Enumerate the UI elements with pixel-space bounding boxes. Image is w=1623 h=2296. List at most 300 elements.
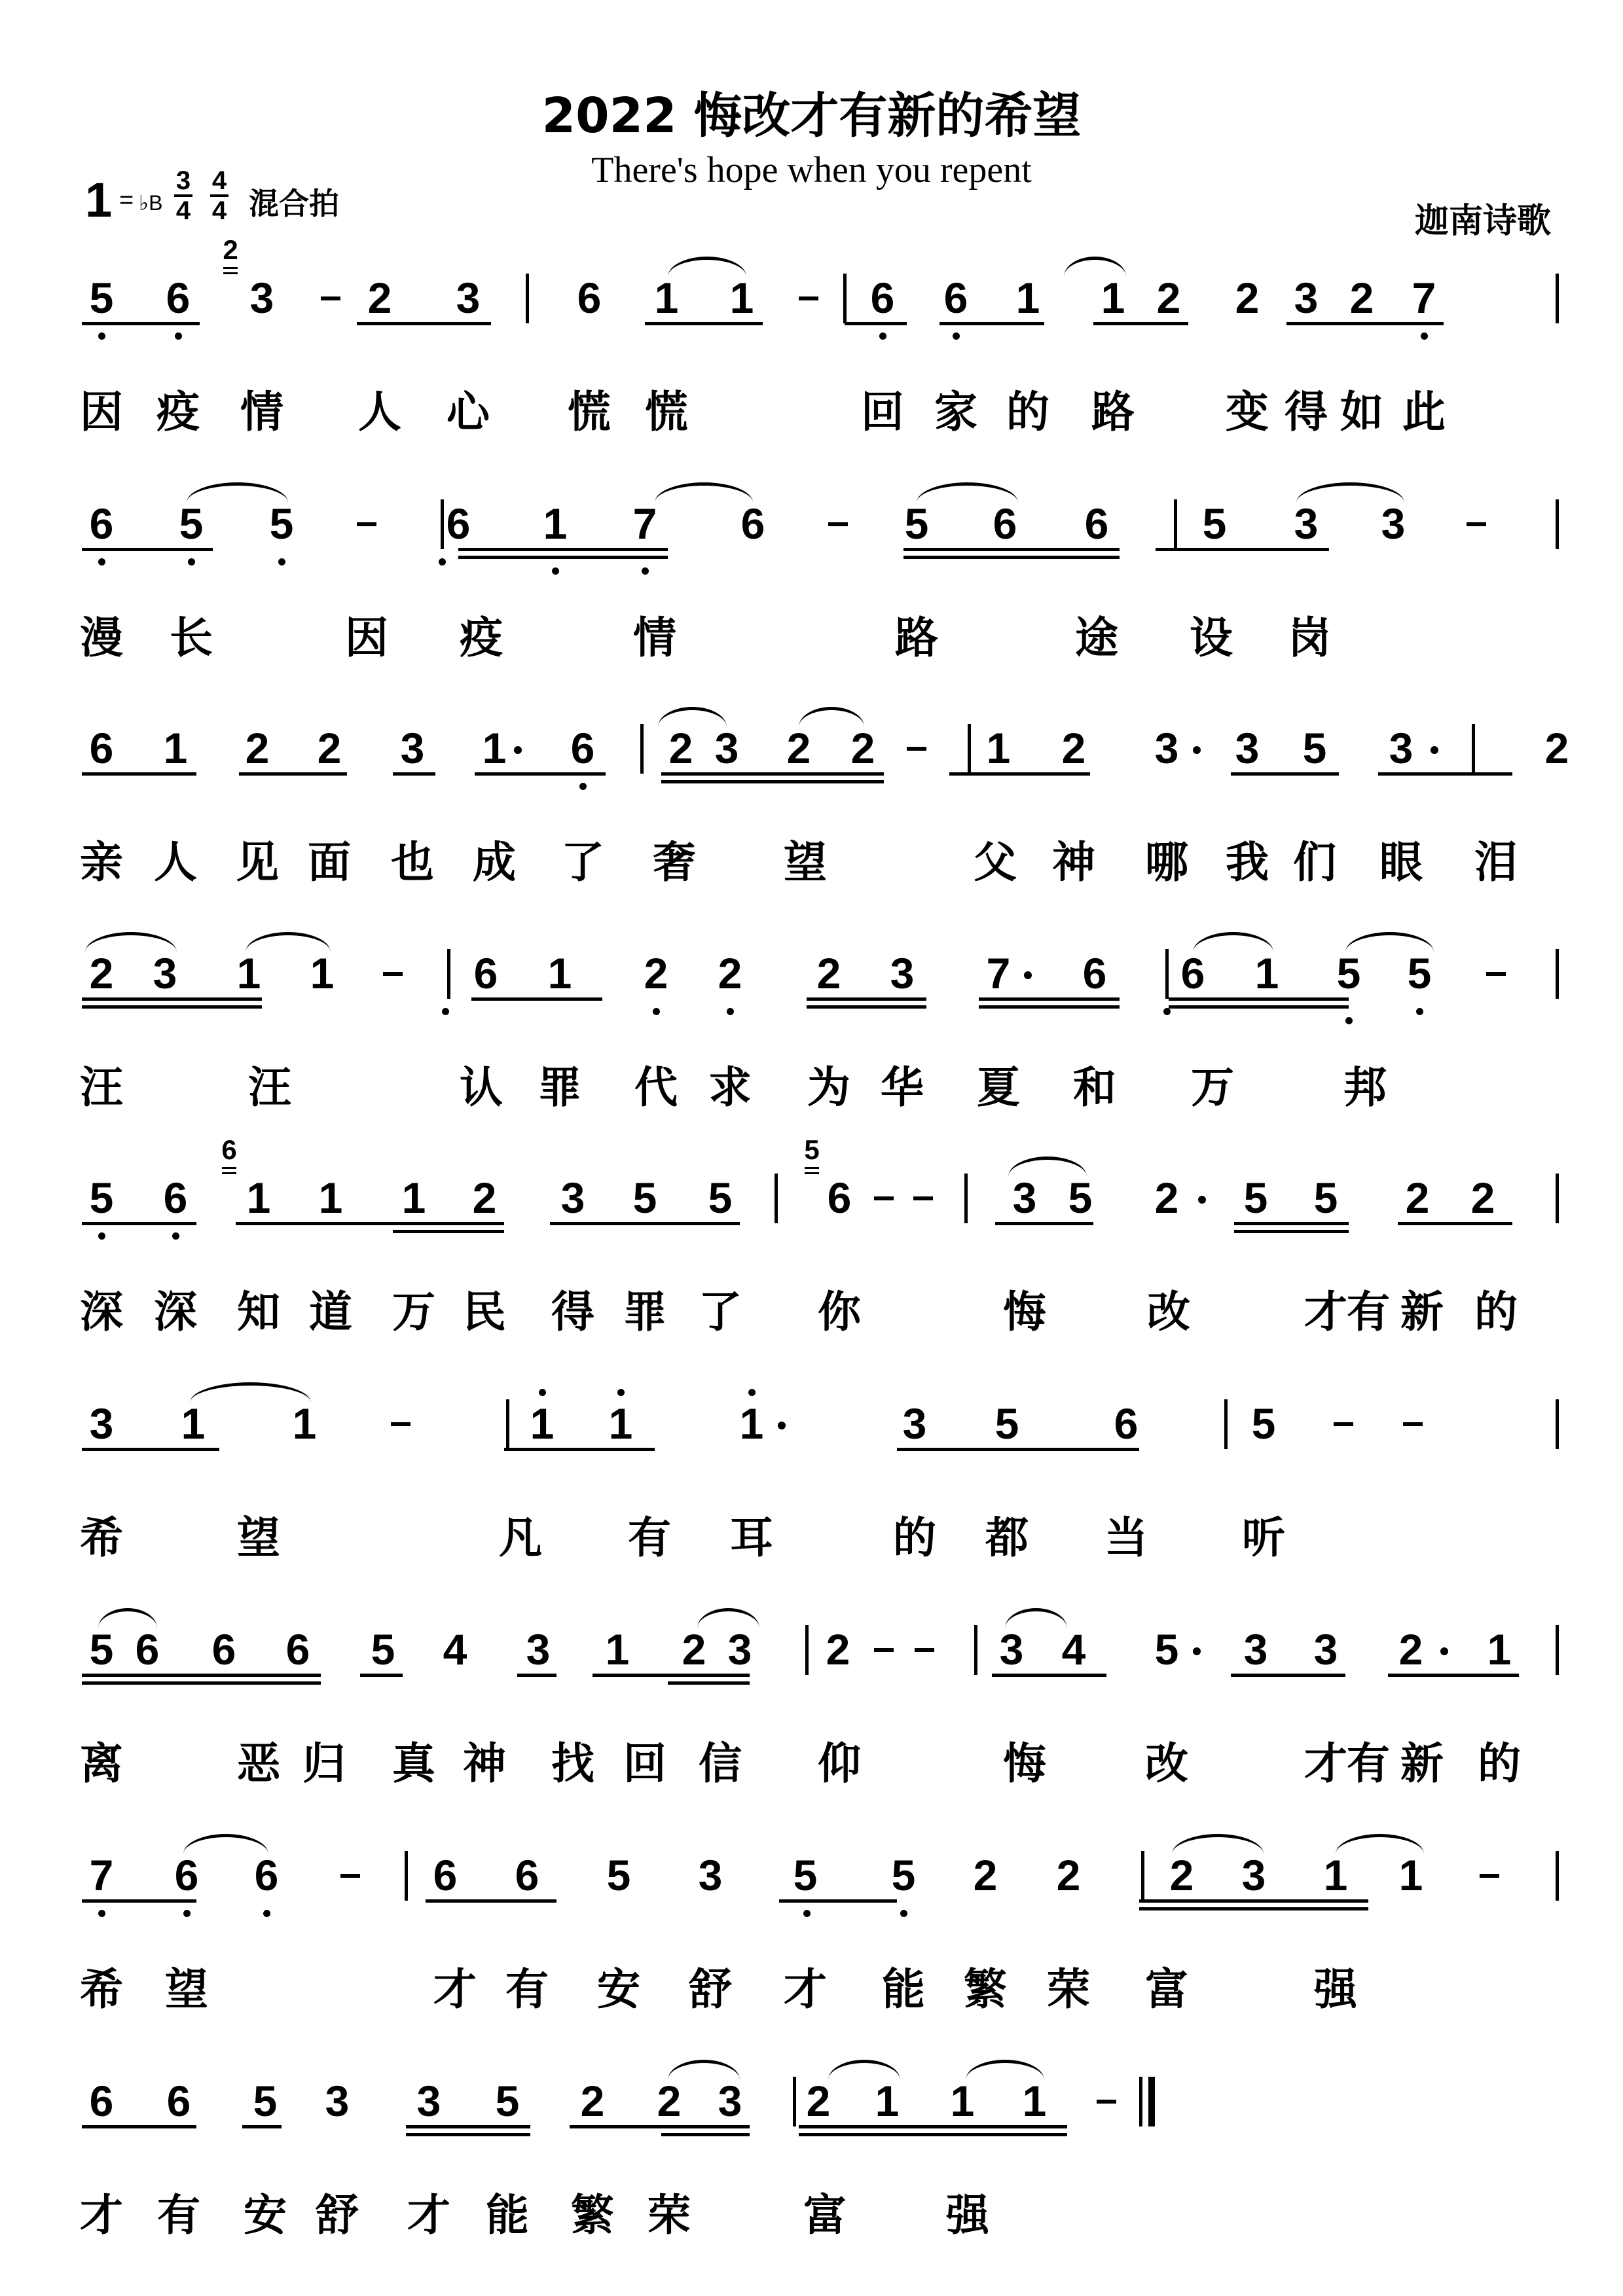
note-5: 5	[371, 1625, 395, 1674]
note-1: 1	[739, 1399, 764, 1448]
hold-dash	[391, 1422, 410, 1426]
hold-dash	[1097, 2100, 1116, 2104]
lyric-char: 设	[1190, 613, 1233, 663]
note-2: 2	[1235, 274, 1260, 322]
note-1: 1	[1323, 1851, 1348, 1899]
author: 迦南诗歌	[1414, 202, 1551, 241]
note-5: 5	[89, 1625, 114, 1674]
note-6: 6	[254, 1851, 279, 1899]
note-2: 2	[682, 1625, 706, 1674]
lyric-char: 道	[309, 1287, 352, 1337]
time-value-underline	[661, 772, 884, 776]
lyric-char: 神	[463, 1738, 506, 1789]
time-value-underline	[1234, 1230, 1349, 1233]
note-6: 6	[446, 499, 471, 548]
note-5: 5	[632, 1174, 657, 1222]
lyric-char: 人	[358, 387, 401, 437]
note-4: 4	[1061, 1625, 1086, 1674]
time-value-underline	[1234, 1222, 1349, 1225]
low-octave-dot	[1421, 332, 1428, 340]
barline	[793, 2077, 796, 2126]
lyric-char: 深	[154, 1287, 197, 1337]
note-7: 7	[1412, 274, 1436, 322]
low-octave-dot	[727, 1008, 734, 1015]
grace-note-underline	[805, 1167, 819, 1169]
note-1: 1	[875, 2077, 900, 2125]
low-octave-dot	[98, 1232, 105, 1240]
time1-numerator: 3	[175, 166, 191, 195]
lyric-char: 舒	[316, 2190, 359, 2240]
lyric-char: 的	[1006, 387, 1049, 437]
note-3: 3	[1294, 499, 1319, 548]
lyric-char: 强	[1314, 1964, 1357, 2015]
time-value-underline	[550, 1222, 740, 1225]
lyric-char: 人	[154, 837, 197, 888]
note-2: 2	[806, 2077, 831, 2125]
lyric-char: 富	[1145, 1964, 1188, 2015]
note-2: 2	[1156, 274, 1181, 322]
barline	[974, 1625, 977, 1675]
note-2: 2	[1169, 1851, 1194, 1899]
lyric-char: 繁	[964, 1964, 1007, 2015]
lyric-char: 面	[308, 837, 351, 888]
note-3: 3	[456, 274, 481, 322]
slur	[668, 2060, 740, 2080]
note-3: 3	[1012, 1174, 1037, 1222]
note-6: 6	[1082, 949, 1107, 997]
time-value-underline	[406, 2125, 530, 2128]
lyric-char: 漫	[80, 613, 123, 663]
low-octave-dot	[900, 1910, 907, 1917]
lyric-char: 你	[818, 1287, 861, 1337]
time-value-underline	[645, 322, 763, 325]
grace-note-underline	[222, 1172, 236, 1174]
augmentation-dot	[1193, 1647, 1201, 1655]
slur	[190, 1382, 311, 1403]
lyric-char: 能	[486, 2190, 529, 2240]
note-3: 3	[718, 2077, 742, 2125]
lyric-char: 的	[1474, 1287, 1518, 1337]
note-6: 6	[473, 949, 498, 997]
note-1: 1	[181, 1399, 206, 1448]
note-1: 1	[163, 724, 188, 772]
note-3: 3	[526, 1625, 551, 1674]
lyric-char: 了	[699, 1287, 742, 1337]
note-2: 2	[668, 724, 693, 772]
lyric-char: 舒	[689, 1964, 732, 2015]
lyric-char: 父	[974, 837, 1017, 888]
slur	[966, 2060, 1044, 2080]
time-value-underline	[406, 2133, 530, 2136]
hold-dash	[907, 747, 926, 751]
lyric-char: 的	[1478, 1738, 1521, 1789]
note-3: 3	[698, 1851, 723, 1899]
slur	[917, 482, 1018, 503]
lyric-char: 罪	[623, 1287, 666, 1337]
note-1: 1	[608, 1399, 633, 1448]
time-value-underline	[82, 1448, 219, 1451]
note-2: 2	[1405, 1174, 1430, 1222]
note-3: 3	[1313, 1625, 1338, 1674]
time-value-underline	[779, 1899, 897, 1903]
lyric-char: 繁	[571, 2190, 614, 2240]
lyric-char: 如	[1340, 387, 1383, 437]
barline	[1174, 499, 1177, 549]
time-value-underline	[360, 1674, 403, 1677]
note-6: 6	[1114, 1399, 1139, 1448]
low-octave-dot	[175, 332, 182, 340]
time-value-underline	[82, 1005, 262, 1009]
note-7: 7	[986, 949, 1011, 997]
note-5: 5	[253, 2077, 278, 2125]
note-5: 5	[1068, 1174, 1093, 1222]
high-octave-dot	[748, 1389, 756, 1396]
barline	[1556, 1625, 1559, 1675]
time-value-underline	[992, 1674, 1106, 1677]
lyric-char: 心	[447, 387, 490, 437]
lyric-char: 情	[240, 387, 283, 437]
time-value-underline	[939, 322, 1044, 325]
note-1: 1	[246, 1174, 271, 1222]
note-6: 6	[870, 274, 895, 322]
lyric-char: 此	[1402, 387, 1446, 437]
lyric-char: 也	[391, 837, 434, 888]
lyric-char: 的	[893, 1513, 936, 1563]
time-value-underline	[1139, 1907, 1368, 1910]
lyric-char: 岗	[1288, 613, 1331, 663]
note-2: 2	[472, 1174, 497, 1222]
time-value-underline	[426, 1899, 556, 1903]
note-3: 3	[325, 2077, 350, 2125]
low-octave-dot	[552, 567, 559, 575]
note-2: 2	[1154, 1174, 1179, 1222]
low-octave-dot	[1416, 1008, 1423, 1015]
note-6: 6	[943, 274, 968, 322]
lyric-char: 望	[237, 1513, 280, 1563]
note-1: 1	[530, 1399, 555, 1448]
note-1: 1	[547, 949, 572, 997]
lyric-char: 成	[473, 837, 516, 888]
augmentation-dot	[1431, 746, 1438, 754]
barline	[447, 949, 450, 999]
low-octave-dot	[98, 332, 105, 340]
lyric-char: 悔	[1003, 1287, 1046, 1337]
note-6: 6	[89, 724, 114, 772]
barline	[1556, 499, 1559, 549]
lyric-char: 有	[505, 1964, 549, 2015]
time-value-underline	[1169, 1005, 1349, 1009]
time-value-underline	[357, 322, 491, 325]
barline	[1224, 1399, 1228, 1449]
note-5: 5	[994, 1399, 1019, 1448]
note-6: 6	[993, 499, 1017, 548]
lyric-char: 疫	[156, 387, 200, 437]
low-octave-dot	[263, 1910, 270, 1917]
low-octave-dot	[98, 558, 105, 565]
lyric-char: 才	[407, 2190, 450, 2240]
lyric-char: 知	[237, 1287, 280, 1337]
note-2: 2	[580, 2077, 605, 2125]
lyric-char: 耳	[730, 1513, 773, 1563]
note-3: 3	[1243, 1625, 1268, 1674]
lyric-char: 们	[1293, 837, 1336, 888]
note-3: 3	[153, 949, 177, 997]
note-6: 6	[211, 1625, 236, 1674]
time-value-underline	[1231, 772, 1339, 776]
high-octave-dot	[539, 1389, 546, 1396]
slur	[658, 707, 727, 727]
note-3: 3	[416, 2077, 441, 2125]
lyric-char: 有	[1347, 1287, 1390, 1337]
time1-denominator: 4	[175, 196, 191, 225]
lyric-char: 望	[165, 1964, 208, 2015]
note-5: 5	[89, 274, 114, 322]
note-6: 6	[166, 274, 191, 322]
lyric-char: 安	[597, 1964, 640, 2015]
note-2: 2	[1470, 1174, 1495, 1222]
key-name: ♭B	[139, 191, 163, 215]
note-3: 3	[1294, 274, 1319, 322]
lyric-char: 途	[1075, 613, 1118, 663]
time-value-underline	[807, 1005, 926, 1009]
low-octave-dot	[953, 332, 960, 340]
lyric-char: 神	[1052, 837, 1095, 888]
note-1: 1	[1015, 274, 1040, 322]
lyric-char: 汪	[248, 1062, 291, 1113]
time-value-underline	[82, 1222, 196, 1225]
note-3: 3	[1381, 499, 1406, 548]
note-7: 7	[89, 1851, 114, 1899]
lyric-char: 希	[80, 1964, 123, 2015]
note-1: 1	[986, 724, 1011, 772]
note-1: 1	[654, 274, 679, 322]
slur	[828, 2060, 900, 2080]
note-1: 1	[1254, 949, 1279, 997]
low-octave-dot	[278, 558, 285, 565]
lyric-char: 亲	[80, 837, 123, 888]
lyric-char: 慌	[645, 387, 688, 437]
low-octave-dot	[188, 558, 195, 565]
note-1: 1	[310, 949, 335, 997]
slur	[183, 1834, 268, 1854]
time-value-underline	[82, 772, 196, 776]
lyric-char: 家	[934, 387, 977, 437]
time-value-underline	[82, 548, 213, 551]
lyric-char: 万	[392, 1287, 435, 1337]
time-value-underline	[82, 1674, 321, 1677]
lyric-char: 回	[623, 1738, 666, 1789]
lyric-char: 因	[345, 613, 388, 663]
time-value-underline	[239, 772, 347, 776]
lyric-char: 路	[895, 613, 938, 663]
lyric-char: 新	[1400, 1738, 1444, 1789]
barline	[1165, 949, 1169, 999]
note-2: 2	[718, 949, 742, 997]
time-value-underline	[897, 1448, 1139, 1451]
hold-dash	[799, 296, 818, 300]
lyric-char: 听	[1242, 1513, 1285, 1563]
time-value-underline	[82, 997, 262, 1001]
note-3: 3	[1241, 1851, 1266, 1899]
barline	[1556, 1851, 1559, 1901]
augmentation-dot	[778, 1422, 786, 1429]
time-value-underline	[458, 548, 668, 551]
note-3: 3	[89, 1399, 114, 1448]
note-3: 3	[999, 1625, 1024, 1674]
slur	[98, 1608, 157, 1628]
time-value-underline	[949, 772, 1090, 776]
time2-denominator: 4	[211, 196, 227, 225]
note-5: 5	[1302, 724, 1327, 772]
note-6: 6	[1084, 499, 1109, 548]
time-signature-4-4	[206, 167, 232, 224]
key-tonic: 1	[85, 173, 113, 227]
time-value-underline	[1286, 322, 1444, 325]
low-octave-dot	[642, 567, 649, 575]
lyric-char: 变	[1226, 387, 1269, 437]
hold-dash	[1486, 972, 1506, 976]
note-1: 1	[1487, 1625, 1512, 1674]
lyric-char: 哪	[1145, 837, 1188, 888]
slur	[799, 707, 864, 727]
slur	[246, 932, 331, 952]
hold-dash	[828, 522, 848, 526]
lyric-char: 信	[699, 1738, 742, 1789]
lyric-char: 新	[1400, 1287, 1444, 1337]
final-barline-thick	[1148, 2077, 1155, 2126]
note-1: 1	[401, 1174, 426, 1222]
time-value-underline	[1139, 1899, 1368, 1903]
hold-dash	[340, 1874, 360, 1878]
time-value-underline	[504, 1448, 655, 1451]
time-value-underline	[1388, 1674, 1519, 1677]
time-value-underline	[570, 2125, 750, 2128]
lyric-char: 强	[946, 2190, 989, 2240]
note-2: 2	[1398, 1625, 1423, 1674]
note-2: 2	[1349, 274, 1374, 322]
note-6: 6	[174, 1851, 199, 1899]
lyric-char: 深	[80, 1287, 123, 1337]
time-value-underline	[393, 1230, 504, 1233]
note-5: 5	[904, 499, 929, 548]
augmentation-dot	[1193, 746, 1201, 754]
lyric-char: 安	[244, 2190, 287, 2240]
lyric-char: 有	[1347, 1738, 1390, 1789]
slur	[187, 482, 288, 503]
slur	[1336, 1834, 1424, 1854]
note-2: 2	[1056, 1851, 1081, 1899]
note-3: 3	[1389, 724, 1413, 772]
lyric-char: 疫	[460, 613, 503, 663]
low-octave-dot	[98, 1910, 105, 1917]
barline	[805, 1625, 809, 1675]
note-6: 6	[577, 274, 602, 322]
time-value-underline	[661, 2133, 750, 2136]
lyric-char: 希	[80, 1513, 123, 1563]
time-value-underline	[661, 780, 884, 783]
lyric-char: 万	[1191, 1062, 1234, 1113]
lyric-char: 和	[1073, 1062, 1116, 1113]
note-1: 1	[605, 1625, 630, 1674]
note-5: 5	[495, 2077, 520, 2125]
note-3: 3	[400, 724, 425, 772]
barline	[775, 1174, 778, 1223]
time-value-underline	[82, 2125, 196, 2128]
lyric-char: 为	[807, 1062, 850, 1113]
time-value-underline	[242, 2125, 282, 2128]
time-value-underline	[1231, 1674, 1345, 1677]
time-value-underline	[903, 548, 1120, 551]
lyric-char: 归	[302, 1738, 346, 1789]
lyric-char: 有	[157, 2190, 200, 2240]
augmentation-dot	[514, 746, 522, 754]
note-3: 3	[890, 949, 915, 997]
note-2: 2	[317, 724, 342, 772]
lyric-char: 华	[881, 1062, 924, 1113]
lyric-char: 泪	[1474, 837, 1518, 888]
note-6: 6	[163, 1174, 188, 1222]
hold-dash	[383, 972, 403, 976]
time-value-underline	[979, 997, 1120, 1001]
slur	[668, 257, 746, 277]
time-value-underline	[82, 322, 200, 325]
note-2: 2	[850, 724, 875, 772]
final-barline	[1139, 2077, 1142, 2126]
lyric-char: 奢	[653, 837, 696, 888]
augmentation-dot	[1440, 1647, 1448, 1655]
time-value-underline	[475, 772, 606, 776]
note-5: 5	[1251, 1399, 1276, 1448]
low-octave-dot	[1163, 1008, 1171, 1015]
barline	[843, 274, 847, 323]
note-6: 6	[827, 1174, 852, 1222]
note-5: 5	[793, 1851, 818, 1899]
note-4: 4	[443, 1625, 467, 1674]
note-6: 6	[166, 2077, 191, 2125]
lyric-char: 我	[1226, 837, 1269, 888]
barline	[405, 1851, 408, 1901]
lyric-char: 悔	[1003, 1738, 1046, 1789]
time-value-underline	[1093, 322, 1188, 325]
note-6: 6	[515, 1851, 539, 1899]
slur	[1172, 1834, 1264, 1854]
lyric-char: 当	[1104, 1513, 1148, 1563]
barline	[1556, 274, 1559, 323]
barline	[1556, 1399, 1559, 1449]
note-1: 1	[543, 499, 568, 548]
lyric-char: 荣	[647, 2190, 691, 2240]
note-6: 6	[740, 499, 765, 548]
hold-dash	[1334, 1422, 1353, 1426]
lyric-char: 找	[551, 1738, 594, 1789]
lyric-char: 才	[433, 1964, 477, 2015]
hold-dash	[874, 1648, 894, 1652]
lyric-char: 改	[1147, 1287, 1190, 1337]
note-2: 2	[657, 2077, 682, 2125]
barline	[526, 274, 529, 323]
note-2: 2	[973, 1851, 998, 1899]
low-octave-dot	[172, 1232, 179, 1240]
lyric-char: 因	[80, 387, 123, 437]
low-octave-dot	[442, 1008, 449, 1015]
lyric-char: 汪	[80, 1062, 123, 1113]
slur	[1005, 1608, 1067, 1628]
time-value-underline	[799, 2125, 1067, 2128]
note-6: 6	[135, 1625, 160, 1674]
time-value-underline	[1398, 1222, 1512, 1225]
note-1: 1	[1398, 1851, 1423, 1899]
note-5: 5	[179, 499, 204, 548]
